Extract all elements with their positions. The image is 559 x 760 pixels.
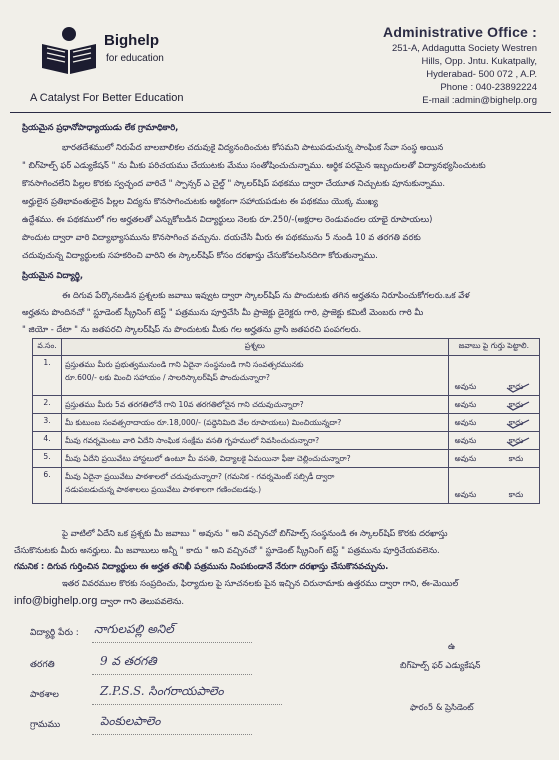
answer-yes[interactable]: అవును [454,382,477,391]
closing-line: ఇతర వివరముల కొరకు సంప్రదించు, ఫిర్యాదుల పై సూచనలకు పైన ఇచ్చిన చిరునామాకు ఉత్తరము ద్వారా గాని, ఈ-మెయిల్ [62,578,459,588]
col-answer: జవాబు పై గుర్తు పెట్టాలి. [448,339,539,356]
office-email: E-mail :admin@bighelp.org [422,95,537,106]
table-row [33,396,540,414]
tagline: A Catalyst For Better Education [30,92,184,104]
office-address [383,24,537,107]
row-number: 5. [33,450,62,468]
letter-line: భారతదేశములో నిరుపేద బాలబాలికల చదువుకై విద్యనందించుట కోసమని పాటుపడుచున్న సాంఘిక సేవా సంస్థ అయిన [62,142,444,152]
answer-cell[interactable] [448,414,539,432]
question-line: నడుపబడుచున్న పాఠశాలలు ప్రయివేటు పాఠశాలగా గణించబడవు.) [65,485,262,494]
answer-no[interactable]: కాదు [508,436,524,445]
answer-cell[interactable] [448,468,539,504]
answer-no[interactable]: కాదు [508,490,524,499]
village-value[interactable]: పెంకులపాలెం [100,714,161,728]
eligibility-table [32,338,540,504]
org-signature: బిగ్‌హెల్ప్ ఫర్ ఎడ్యుకేషన్ [400,660,481,670]
answer-no[interactable]: కాదు [508,418,524,427]
question-line: మీవు ఏదేని ప్రయివేటు హాస్టలులో ఉంటూ మీ వసతి, విద్యాలకై ఏమయినా ఫీజు చెల్లించుచున్నారా? [65,454,351,463]
brand-name: Bighelp [104,32,159,49]
question-line: మీ కుటుంబ సంవత్సరాదాయం రూ.18,000/- (పద్దెనిమిది వేల రూపాయలు) మించియున్నదా? [65,418,342,427]
class-value[interactable]: 9 వ తరగతి [100,654,157,668]
answer-yes[interactable]: అవును [454,400,477,409]
row-number: 6. [33,468,62,504]
letter-line: అర్హులైన ప్రతిభావంతులైన పిల్లల విద్యను కొనసాగించుటకు ఆర్థికంగా సహాయపడుట ఈ పథకము యొక్క ముఖ్య [22,196,378,206]
tick-mark-icon [505,401,531,411]
signature-mark: ఉ [448,642,456,652]
table-row [33,432,540,450]
question-line: ప్రస్తుతము మీరు 5వ తరగతిలోనే గాని 10వ తరగతిలోనైన గాని చదువుచున్నారా? [65,400,304,409]
letter-line: కొనసాగించలేని పిల్లల కొరకు స్వచ్ఛంద వారిచే " స్పాన్సర్ ఎ చైల్డ్ " స్కాలర్‌షిప్ పథకము ద్వారా చేయూత నిచ్చుటకు పూనుకున్నాము. [22,178,446,188]
footer-signatory: ఫారం5 & ప్రెసిడెంట్ [410,702,474,712]
contact-email-line [14,595,184,609]
header-divider [10,112,551,113]
underline [92,704,282,705]
email-suffix: ద్వారా గాని తెలుపవలెను. [100,596,185,606]
tick-mark-icon [505,383,531,393]
letter-line: ఈ దిగువ పేర్కొనబడిన ప్రశ్నలకు జవాబు ఇవ్వుట ద్వారా స్కాలర్‌షిప్ ను పొందుటకు తగిన అర్హతను నిరూపించుకోగలరు.ఒక వేళ [62,290,470,300]
closing-line: పై వాటిలో ఏదేని ఒక ప్రశ్నకు మీ జవాబు " అవును " అని వచ్చినచో బిగ్‌హెల్ప్ సంస్థనుండి ఈ స్కాలర్‌షిప్ కొరకు దరఖాస్తు [62,528,448,538]
question-line: మీవు ఏదైనా ప్రయివేటు పాఠశాలలో చదువుచున్నారా? (గమనిక - గవర్నమెంట్ సబ్సిడీ ద్వారా [65,472,335,481]
row-number: 2. [33,396,62,414]
table-row [33,450,540,468]
question-text [62,450,449,468]
brand-sub: for education [106,53,164,64]
question-text [62,432,449,450]
answer-yes[interactable]: అవును [454,490,477,499]
row-number: 4. [33,432,62,450]
office-line: Hills, Opp. Jntu. Kukatpally, [421,56,537,67]
student-name-label: విద్యార్థి పేరు : [30,628,79,638]
underline [92,642,252,643]
letter-line: ఉద్దేశము. ఈ పథకములో గల అర్హతలతో ఎన్నుకోబడిన విద్యార్థులు నెలకు రూ.250/-(అక్షరాల రెండువందల యాభై రూపాయలు) [22,214,433,224]
answer-no[interactable]: కాదు [508,382,524,391]
table-row [33,356,540,396]
school-value[interactable]: Z.P.S.S. సింగరాయపాలెం [100,684,224,698]
letter-line: " బిగ్‌హెల్ప్ ఫర్ ఎడ్యుకేషన్ " ను మీకు పరిచయము చేయుటకు మేము సంతోషించుచున్నాము. ఆర్థిక పరమైన ఇబ్బందులతో విద్యానభ్యసించుటకు [22,160,486,170]
letter-line: " జియో - దేటా " ను జతపరచి స్కాలర్‌షిప్ ను పొందుటకు మీకు గల అర్హతను వ్రాసి జతపరచి పంపగలరు. [22,324,362,334]
table-row [33,414,540,432]
question-text [62,468,449,504]
question-text [62,414,449,432]
student-name-value[interactable]: నాగులపల్లి అనిల్ [94,622,174,636]
office-title: Administrative Office : [383,24,537,40]
tick-mark-icon [505,437,531,447]
underline [92,734,252,735]
question-text [62,356,449,396]
office-line: Hyderabad- 500 072 , A.P. [426,69,537,80]
school-label: పాఠశాల [30,690,59,700]
row-number: 3. [33,414,62,432]
question-line: మీవు గవర్నమెంటు వారి ఏదేని సాంఘిక సంక్షేమ వసతి గృహములో నివసించుచున్నారా? [65,436,320,445]
answer-yes[interactable]: అవును [454,454,477,463]
letter-line: అర్హతను పొందినచో " స్టూడెంట్ స్క్రీనింగ్ టెస్ట్ " పత్రమును పూర్తిచేసి మీ ప్రాజెక్టు డైరెక్టరు గారి, ప్రాజెక్టు కమిటీ మెంబరు గారి మీ [22,307,424,317]
answer-cell[interactable] [448,432,539,450]
answer-yes[interactable]: అవును [454,436,477,445]
answer-no[interactable]: కాదు [508,454,524,463]
letter-line: చదువుచున్న విద్యార్థులకు సహకరించి వారిని ఈ స్కాలర్‌షిప్ కోసం దరఖాస్తు చేసుకోవలసినదిగా కోరుతున్నాము. [22,250,378,260]
tick-mark-icon [505,419,531,429]
closing-note: గమనిక : దిగువ గుర్తించిన విద్యార్థులు ఈ అర్హత తనిఖీ పత్రమును నింపకుండానే నేరుగా దరఖాస్తు చేసుకొనవచ్చును. [14,561,389,571]
answer-cell[interactable] [448,356,539,396]
answer-cell[interactable] [448,450,539,468]
bighelp-logo [30,24,180,94]
class-label: తరగతి [30,660,55,670]
salutation-headmaster: ప్రియమైన ప్రధానోపాధ్యాయుడు లేక గ్రామాధికారి, [22,122,179,132]
answer-cell[interactable] [448,396,539,414]
closing-line: చేసుకొనుటకు మీరు అనర్హులు. మీ జవాబులు అన్నీ " కాదు " అని వచ్చినచో " స్టూడెంట్ స్క్రీనింగ్ టెస్ట్ " పత్రమును పూర్తిచేయవలెను. [14,545,440,555]
contact-email: info@bighelp.org [14,595,98,607]
question-line: ప్రస్తుతము మీరు ప్రభుత్వమునుండి గాని ఏదైనా సంస్థనుండి గాని సంవత్సరమునకు [65,360,304,369]
salutation-student: ప్రియమైన విద్యార్థి, [22,270,84,280]
book-reader-icon [38,24,100,76]
underline [92,674,252,675]
answer-yes[interactable]: అవును [454,418,477,427]
table-header-row [33,339,540,356]
office-phone: Phone : 040-23892224 [440,82,537,93]
question-line: రూ.600/- లకు మించి సహాయం / సాలరిస్కాలర్‌షిప్ పొందుచున్నారా? [65,373,270,382]
office-line: 251-A, Addagutta Society Westren [391,43,537,54]
question-text [62,396,449,414]
row-number: 1. [33,356,62,396]
letter-line: పొందుట ద్వారా వారి విద్యాభ్యాసమును కొనసాగించ వచ్చును. దయచేసి మీరు ఈ పథకమును 5 నుండి 10 వ తరగతి వరకు [22,232,421,242]
answer-no[interactable]: కాదు [508,400,524,409]
table-row [33,468,540,504]
village-label: గ్రామము [30,720,61,730]
col-serial: వ.సం. [33,339,62,356]
col-questions: ప్రశ్నలు [62,339,449,356]
